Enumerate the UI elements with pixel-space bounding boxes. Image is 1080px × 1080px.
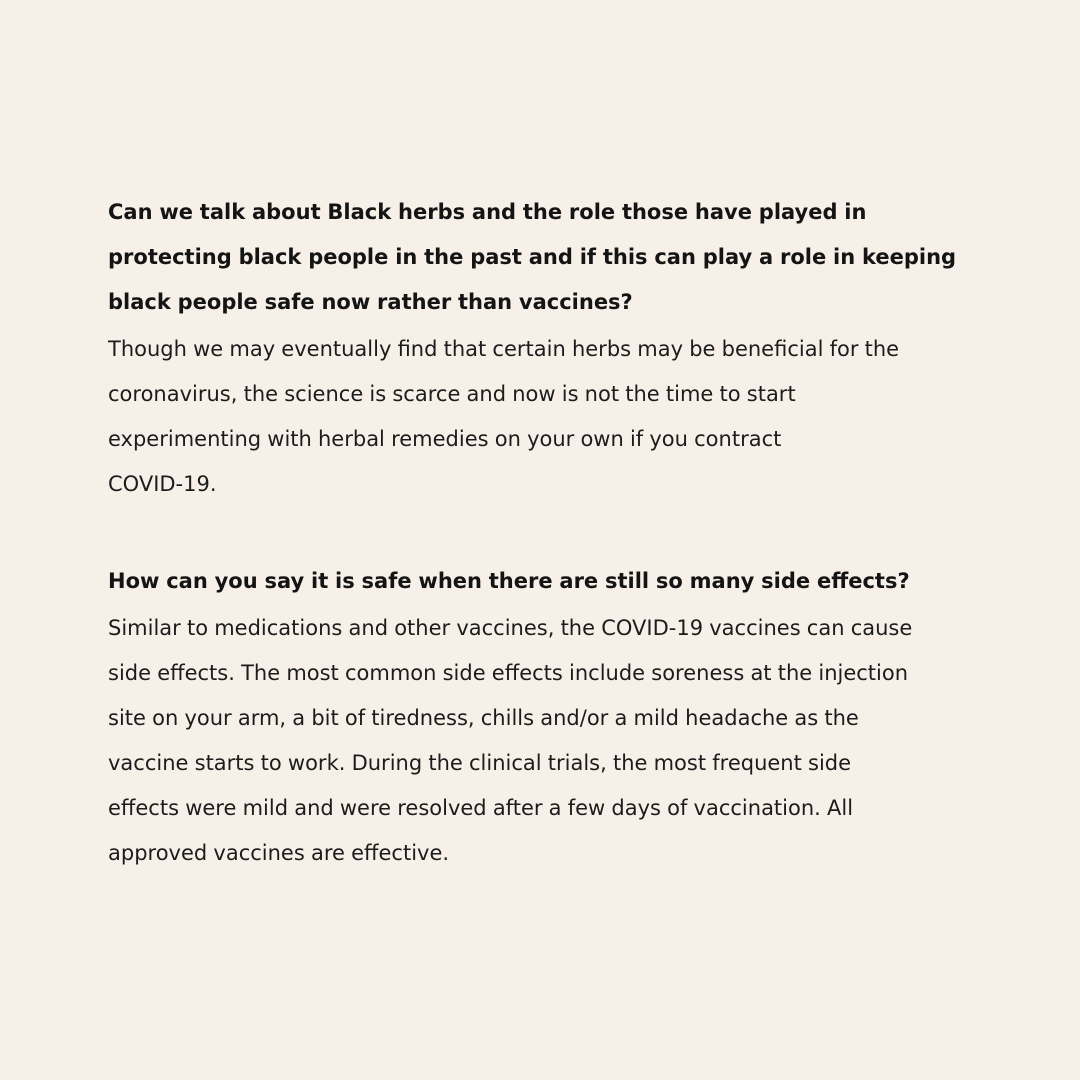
- question-line: Can we talk about Black herbs and the role those have played in: [108, 200, 867, 224]
- question-herbs: [108, 190, 978, 325]
- faq-section-side-effects: [108, 559, 978, 876]
- answer-herbs: [108, 327, 978, 507]
- question-line: black people safe now rather than vaccines?: [108, 290, 633, 314]
- question-side-effects: [108, 559, 978, 604]
- answer-line: site on your arm, a bit of tiredness, chills and/or a mild headache as the: [108, 706, 859, 730]
- answer-line: Similar to medications and other vaccines, the COVID-19 vaccines can cause: [108, 616, 913, 640]
- question-line: How can you say it is safe when there are still so many side effects?: [108, 569, 910, 593]
- answer-line: effects were mild and were resolved after a few days of vaccination. All: [108, 796, 854, 820]
- answer-line: experimenting with herbal remedies on your own if you contract: [108, 427, 782, 451]
- answer-line: coronavirus, the science is scarce and now is not the time to start: [108, 382, 796, 406]
- faq-section-herbs: [108, 190, 978, 507]
- answer-line: COVID-19.: [108, 472, 217, 496]
- answer-side-effects: [108, 606, 978, 876]
- answer-line: vaccine starts to work. During the clinical trials, the most frequent side: [108, 751, 852, 775]
- question-line: protecting black people in the past and if this can play a role in keeping: [108, 245, 957, 269]
- answer-line: Though we may eventually find that certain herbs may be beneficial for the: [108, 337, 900, 361]
- answer-line: side effects. The most common side effects include soreness at the injection: [108, 661, 909, 685]
- answer-line: approved vaccines are effective.: [108, 841, 450, 865]
